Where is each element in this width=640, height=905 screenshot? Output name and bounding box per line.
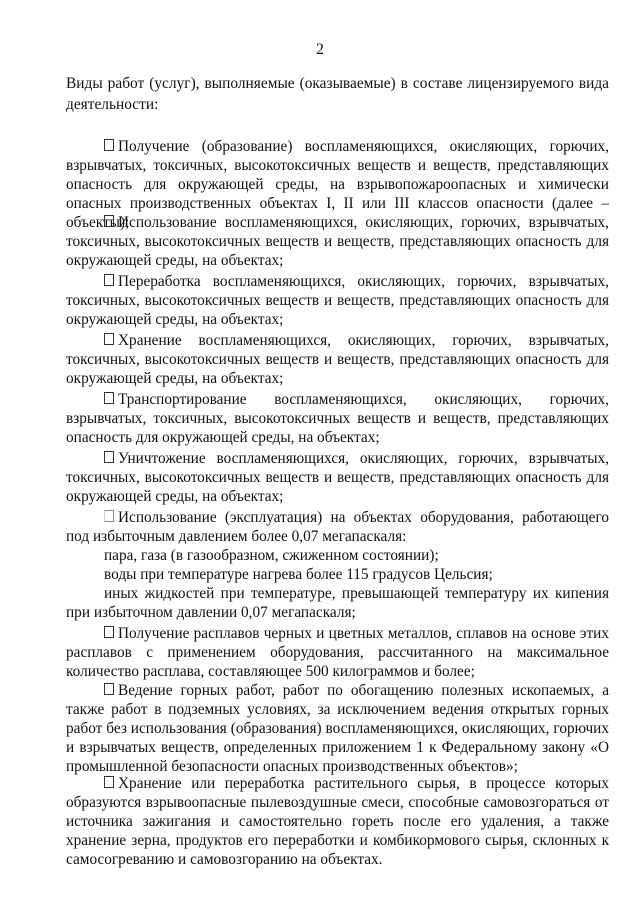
- list-item: [66, 390, 609, 447]
- list-item-text: Транспортирование воспламеняющихся, окисляющих, горючих, взрывчатых, токсичных, высокотоксичных веществ и веществ, представляющих опасность для окружающей среды, на объектах;: [66, 391, 609, 446]
- list-item: [66, 508, 609, 622]
- list-item: [66, 213, 609, 270]
- checkbox-icon: [104, 333, 114, 345]
- sub-item: воды при температуре нагрева более 115 градусов Цельсия;: [104, 566, 493, 583]
- page-number: 2: [316, 41, 324, 58]
- checkbox-icon: [104, 392, 114, 404]
- checkbox-icon: [104, 139, 114, 151]
- list-item-text: Переработка воспламеняющихся, окисляющих, горючих, взрывчатых, токсичных, высокотоксичных веществ и веществ, представляющих опасность для окружающей среды, на объектах;: [66, 273, 609, 328]
- list-item: [66, 331, 609, 388]
- list-item-text: Уничтожение воспламеняющихся, окисляющих, горючих, взрывчатых, токсичных, высокотоксичных веществ и веществ, представляющих опасность для окружающей среды, на объектах;: [66, 450, 609, 505]
- list-item-text: Получение (образование) воспламеняющихся, окисляющих, горючих, взрывчатых, токсичных, высокотоксичных веществ и веществ, представляющих опасность для окружающей среды, на взрывопожароопасных и химически опасных производственных объектах I, II или III классов опасности (далее – объекты);: [66, 138, 609, 231]
- list-item-text: Получение расплавов черных и цветных металлов, сплавов на основе этих расплавов с применением оборудования, рассчитанного на максимальное количество расплава, составляющее 500 килограммов и более;: [66, 625, 609, 680]
- list-item: [66, 681, 609, 776]
- list-item-text: Хранение воспламеняющихся, окисляющих, горючих, взрывчатых, токсичных, высокотоксичных веществ и веществ, представляющих опасность для окружающей среды, на объектах;: [66, 332, 609, 387]
- checkbox-icon: [104, 215, 114, 227]
- checkbox-icon: [104, 510, 114, 522]
- checkbox-icon: [104, 626, 114, 638]
- list-item-text: Ведение горных работ, работ по обогащению полезных ископаемых, а также работ в подземных условиях, за исключением ведения открытых горных работ без использования (образования) воспламеняющихся, окисляющих, горючих и взрывчатых веществ, определенных приложением 1 к Федеральному закону «О промышленной безопасности опасных производственных объектов»;: [66, 682, 609, 775]
- checkbox-icon: [104, 451, 114, 463]
- list-item: [66, 624, 609, 681]
- section-heading: Виды работ (услуг), выполняемые (оказываемые) в составе лицензируемого вида деятельности:: [66, 75, 609, 113]
- list-item: [66, 272, 609, 329]
- checkbox-icon: [104, 776, 114, 788]
- list-item-text: Хранение или переработка растительного сырья, в процессе которых образуются взрывоопасные пылевоздушные смеси, способные самовозгораться от источника зажигания и самостоятельно гореть после его удаления, а также хранение зерна, продуктов его переработки и комбикормового сырья, склонных к самосогреванию и самовозгоранию на объектах.: [66, 775, 609, 868]
- list-item-text: Использование воспламеняющихся, окисляющих, горючих, взрывчатых, токсичных, высокотоксичных веществ и веществ, представляющих опасность для окружающей среды, на объектах;: [66, 214, 609, 269]
- list-item: [66, 774, 609, 869]
- list-item-text: Использование (эксплуатация) на объектах оборудования, работающего под избыточным давлением более 0,07 мегапаскаля:: [66, 509, 609, 545]
- checkbox-icon: [104, 274, 114, 286]
- sub-item: иных жидкостей при температуре, превышающей температуру их кипения при избыточном давлении 0,07 мегапаскаля;: [66, 585, 609, 621]
- checkbox-icon: [104, 683, 114, 695]
- list-item: [66, 449, 609, 506]
- sub-item: пара, газа (в газообразном, сжиженном состоянии);: [104, 547, 439, 564]
